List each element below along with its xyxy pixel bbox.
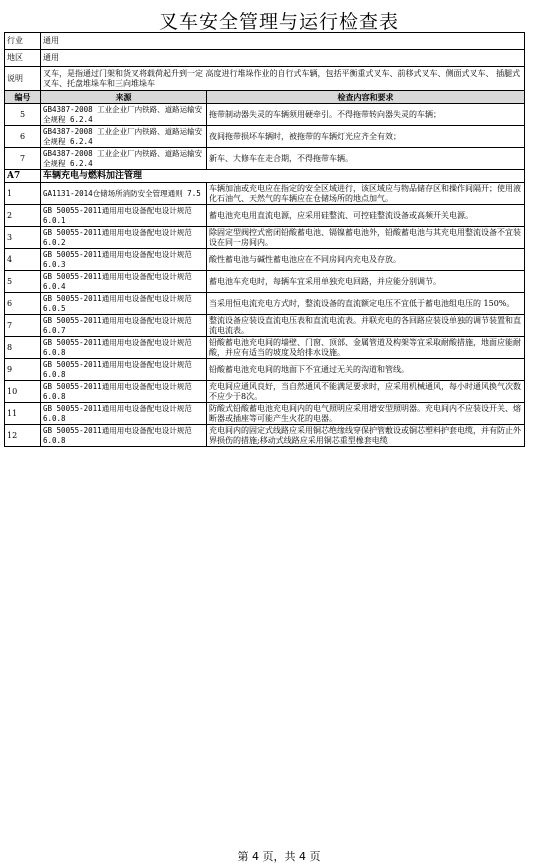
header-number: 编号 — [5, 91, 41, 104]
row-source: GB 50055-2011通用用电设备配电设计规范 6.0.8 — [41, 425, 207, 447]
row-content: 铅酸蓄电池充电间的墙壁、门窗、顶部、金属管道及构架等宜采取耐酸措施，地面应能耐酸，并应有适当的坡度及给排水设施。 — [207, 337, 525, 359]
rows-group-b — [5, 183, 525, 447]
row-source: GB 50055-2011通用用电设备配电设计规范 6.0.7 — [41, 315, 207, 337]
row-content: 铅酸蓄电池充电间的地面下不宜通过无关的沟道和管线。 — [207, 359, 525, 381]
row-number: 12 — [5, 425, 41, 447]
row-content: 蓄电池充电用直流电源，应采用硅整流、可控硅整流设备或高频开关电源。 — [207, 205, 525, 227]
row-content: 防酸式铅酸蓄电池充电间内的电气照明应采用增安型照明器。充电间内不应装设开关、熔断器或插座等可能产生火花的电器。 — [207, 403, 525, 425]
row-number: 1 — [5, 183, 41, 205]
table-row — [5, 403, 525, 425]
row-number: 8 — [5, 337, 41, 359]
table-row — [5, 227, 525, 249]
industry-label: 行业 — [5, 33, 41, 50]
table-row — [5, 337, 525, 359]
industry-value: 通用 — [41, 33, 525, 50]
row-source: GB4387-2008 工业企业厂内铁路、道路运输安全规程 6.2.4 — [41, 104, 207, 126]
table-row — [5, 359, 525, 381]
row-source: GB 50055-2011通用用电设备配电设计规范 6.0.8 — [41, 337, 207, 359]
table-row — [5, 249, 525, 271]
table-row — [5, 104, 525, 126]
row-content: 拖带制动器失灵的车辆须用硬牵引。不得拖带转向器失灵的车辆； — [207, 104, 525, 126]
table-row — [5, 271, 525, 293]
row-content: 充电间内的固定式线路应采用铜芯绝缘线穿保护管敷设或铜芯塑料护套电缆，并有防止外界损伤的措施;移动式线路应采用铜芯重型橡套电缆 — [207, 425, 525, 447]
rows-group-a — [5, 104, 525, 170]
checklist-table — [4, 32, 525, 447]
table-row — [5, 126, 525, 148]
row-number: 3 — [5, 227, 41, 249]
table-row — [5, 148, 525, 170]
row-content: 充电间应通风良好，当自然通风不能满足要求时，应采用机械通风，每小时通风换气次数不应少于8次。 — [207, 381, 525, 403]
row-number: 6 — [5, 293, 41, 315]
row-number: 6 — [5, 126, 41, 148]
row-number: 7 — [5, 148, 41, 170]
row-content: 夜间拖带损坏车辆时，被拖带的车辆灯光应齐全有效； — [207, 126, 525, 148]
row-number: 11 — [5, 403, 41, 425]
page-footer: 第 4 页，共 4 页 — [237, 850, 321, 863]
row-source: GB 50055-2011通用用电设备配电设计规范 6.0.4 — [41, 271, 207, 293]
row-source: GB 50055-2011通用用电设备配电设计规范 6.0.8 — [41, 403, 207, 425]
row-source: GB 50055-2011通用用电设备配电设计规范 6.0.2 — [41, 227, 207, 249]
row-content: 酸性蓄电池与碱性蓄电池应在不同房间内充电及存放。 — [207, 249, 525, 271]
row-source: GB 50055-2011通用用电设备配电设计规范 6.0.8 — [41, 359, 207, 381]
row-number: 5 — [5, 104, 41, 126]
row-content: 车辆加油或充电应在指定的安全区域进行，该区域应与物品储存区和操作间隔开；使用液化石油气、天然气的车辆应在仓储场所的地点加气。 — [207, 183, 525, 205]
header-content: 检查内容和要求 — [207, 91, 525, 104]
table-row — [5, 183, 525, 205]
row-source: GB 50055-2011通用用电设备配电设计规范 6.0.8 — [41, 381, 207, 403]
row-content: 新车、大修车在走合期，不得拖带车辆。 — [207, 148, 525, 170]
row-content: 蓄电池车充电时，每辆车宜采用单独充电回路，并应能分别调节。 — [207, 271, 525, 293]
row-content: 除固定型阀控式密闭铅酸蓄电池、镉镍蓄电池外，铅酸蓄电池与其充电用整流设备不宜装设在同一房间内。 — [207, 227, 525, 249]
row-source: GB 50055-2011通用用电设备配电设计规范 6.0.3 — [41, 249, 207, 271]
row-source: GB 50055-2011通用用电设备配电设计规范 6.0.1 — [41, 205, 207, 227]
row-number: 5 — [5, 271, 41, 293]
row-source: GA1131-2014仓储场所消防安全管理通则 7.5 — [41, 183, 207, 205]
row-number: 9 — [5, 359, 41, 381]
section-name: 车辆充电与燃料加注管理 — [41, 170, 525, 183]
row-number: 7 — [5, 315, 41, 337]
table-row — [5, 425, 525, 447]
description-label: 说明 — [5, 67, 41, 91]
header-source: 来源 — [41, 91, 207, 104]
row-content: 当采用恒电流充电方式时，整流设备的直流额定电压不宜低于蓄电池组电压的 150%。 — [207, 293, 525, 315]
row-source: GB 50055-2011通用用电设备配电设计规范 6.0.5 — [41, 293, 207, 315]
table-row — [5, 315, 525, 337]
table-row — [5, 205, 525, 227]
row-source: GB4387-2008 工业企业厂内铁路、道路运输安全规程 6.2.4 — [41, 148, 207, 170]
region-label: 地区 — [5, 50, 41, 67]
table-row — [5, 381, 525, 403]
page-title: 叉车安全管理与运行检查表 — [158, 11, 399, 33]
row-number: 4 — [5, 249, 41, 271]
row-number: 2 — [5, 205, 41, 227]
region-value: 通用 — [41, 50, 525, 67]
row-source: GB4387-2008 工业企业厂内铁路、道路运输安全规程 6.2.4 — [41, 126, 207, 148]
description-value: 叉车，是指通过门架和货叉将载荷起升到一定 高度进行堆垛作业的自行式车辆，包括平衡重式叉车、前移式叉车、侧面式叉车、 插腿式叉车、托盘堆垛车和三向堆垛车 — [41, 67, 525, 91]
row-content: 整流设备应装设直流电压表和直流电流表。并联充电的各回路应装设单独的调节装置和直流电流表。 — [207, 315, 525, 337]
section-code: A7 — [5, 170, 41, 183]
table-row — [5, 293, 525, 315]
row-number: 10 — [5, 381, 41, 403]
